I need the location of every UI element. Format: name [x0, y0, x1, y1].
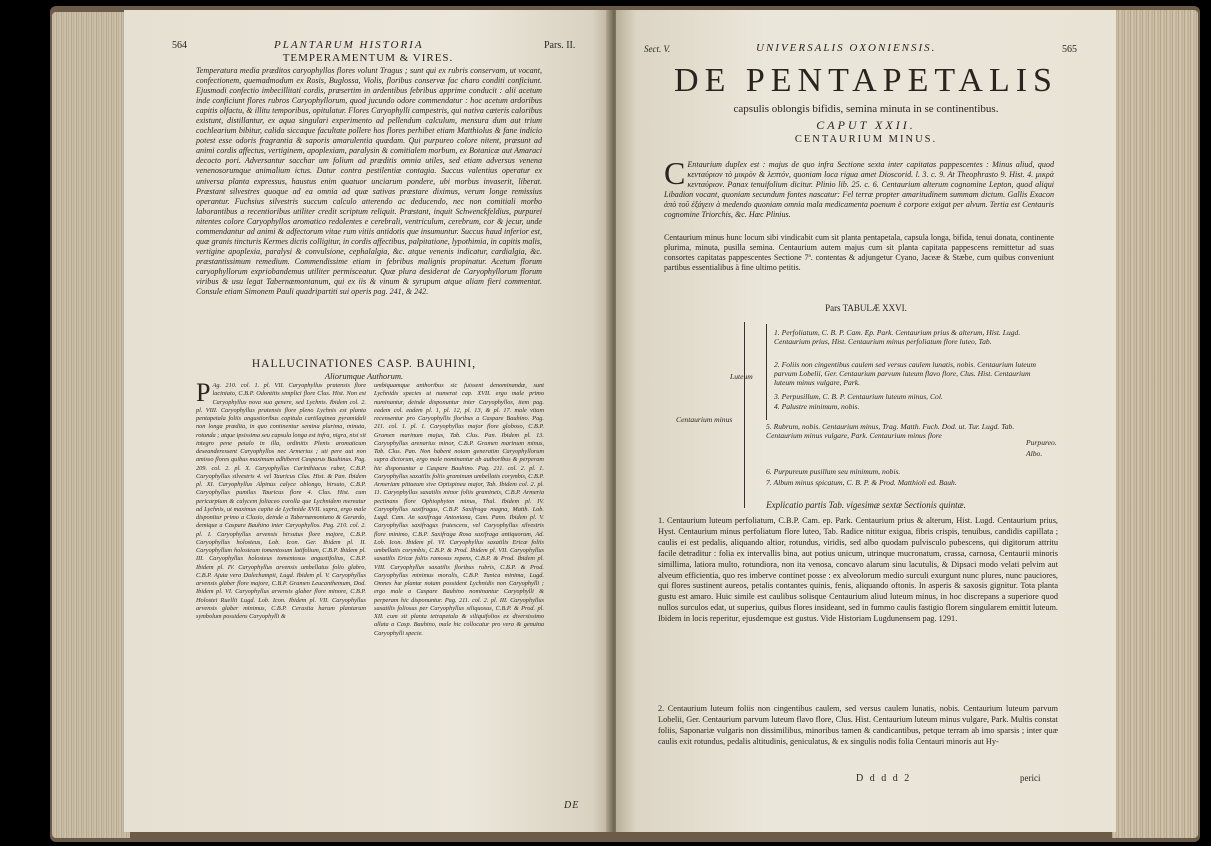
chapter-title: CENTAURIUM MINUS.: [794, 134, 938, 145]
right-page: [616, 10, 1116, 832]
column-1-text: Ag. 210. col. 1. pl. VII. Caryophyllus pratensis flore laciniato, C.B.P. Odontitis simplici flore Clus. Hist. Non est Caryophyllus nova sua genere, sed Lychnis. Ibidem col. 2. pl. VIII. Caryophyllus pratensis flore pleno Lychnis est planta pentapetala foliis angustioribus capitula cartilaginea pyramidali non longa prædita, in quo continentur semina plurima, minuta, rotunda ; atque ipsissima seu capsula longa est infra, nigra, nisi sit integro pene petalo in illa, ordinitis Plenis aromaticum deseanderessent Caryophyllos nec Armerius ; uti pere aut non amisso flores quibus maximum adhiberet Casparus Bauhinus. Pag. 209. col. 2. pl. X. Caryophyllus Carinthiacus ruber, C.B.P. Caryophyllus silvestris 4. vel Tauricus Clus. Hist. & Pan. Ibidem pl. XI. Caryophyllus Alpinus calyce oblongo, hirsuto, C.B.P. Caryophyllus pumilus Tauricus flore 4. Clus. Hist. cum pericarpium & calycem foliaceo corolla que Lychnidem mereatur ad Lychnis, ut maximus capite de Lychnide XVII. supra, ergo male disponitur primo a Clusio, deinde a Tabernæmontano & Gerardo, demique a Caspare Bauhino inter Caryophyllos. Pag. 210. col. 2. pl. I. Caryophyllus arvensis hirsutus flore majore, C.B.P. Caryophyllus holosteus, Lob. Icon. Ger. Ibidem pl. II. Caryophyllum holosteum tomentosum latifolium, C.B.P. Ibidem pl. III. Caryophyllus holosteus tomentosus angustifolius, C.B.P. Ibidem pl. IV. Caryophyllus arvensis umbellatus folio glabro, C.B.P. Ajuta vera Dalechampii, Lugd. Ibidem pl. V. Caryophyllus arvensis glaber flore majore, C.B.P. Gramen Leucanthemum, Dod. Ibidem pl. VI. Caryophyllus arvensis glaber flore minore, C.B.P. Holostei Ruellii Lugd. Lob. Icon. Ibidem pl. VII. Caryophyllus arvensis glaber minimus, C.B.P. Cerastia harum plantarum symbolum possidens Caryophylli &: [196, 382, 366, 620]
body-paragraph-2: 2. Centaurium luteum foliis non cingentibus caulem, sed versus caulem lunatis, nobis. Centaurium luteum parvum Lobelii, Ger. Centaurium parvum luteum flavo flore, Clus. Hist. Centaurium luteum minus vulgare, Park. Multis constat foliis, Saponariæ vulgaris non dissimilibus, minoribus tamen & candicantibus, petque terram ab imo sparsis ; inter quæ caulis exit rotundus, pedalis altitudinis, geniculatus, & ex singulis nodis folia Centauri minoris aut Hy-: [658, 704, 1058, 746]
left-page: [124, 10, 612, 832]
tree-branch-luteum: Luteum: [730, 372, 753, 381]
definition-text: Centaurium minus hunc locum sibi vindicabit cum sit planta pentapetala, capsula longa, bifida, tenui donata, continente plurima, minuta, pusilla semina. Centaurium autem majus cum sit planta capitata pappescens remittetur ad suas consortes capitatas pappescentes Sectione 7ª. contentas & adjungetur Cyano, Jaceæ & Stæbe, cum quibus conveniunt partibus essentialibus à fine ultimo petitis.: [664, 233, 1054, 273]
tree-flower-purpureo: Purpureo.: [1026, 438, 1057, 447]
tree-flower-albo: Albo.: [1026, 449, 1043, 458]
right-catchword: perici: [1020, 773, 1041, 783]
intro-body: Entaurium duplex est : majus de quo infra Sectione sexta inter capitatas pappescentes : Minus aliud, quod κενταύριον τὸ μικρὸν & λεπτόν, quoniam loca rigua amet Dioscorid. l. 3. c. 9. At Theophrasto 9. Hist. 4. μικρὰ κενταύριον. Panax tenuifolium dicitur. Plinio lib. 25. c. 6. Centaurium alterum cognomine Lepton, quod aliqui Libadion vocant, quoniam secundum fontes nascatur: Fel terræ propter amaritudinem summam dictum. Gallis Exacon ἀπὸ τοῦ ἐξάγειν à medendo quoniam omnia mala medicamenta poenum è corpore exigat per alvum. Tertia est Centauris cognomine Triorchis, &c. Hæc Plinius.: [664, 160, 1054, 220]
tree-item-7: 7. Album minus spicatum, C. B. P. & Prod. Matthioli ed. Bauh.: [766, 478, 957, 487]
right-page-number: 565: [1062, 44, 1077, 55]
subtitle: capsulis oblongis bifidis, semina minuta in se continentibus.: [733, 103, 999, 115]
dropcap-p: P: [196, 378, 211, 407]
page-edges-left: [52, 12, 130, 838]
intro-text: [664, 155, 1054, 230]
left-running-head: PLANTARUM HISTORIA: [274, 39, 424, 51]
hallucinationes-column-2: umbiquamque anthoribus sic fuissent denominandæ, sunt Lychnidis species ut numerat cap. XVII. ergo male primo numinantur, deinde disponuntur inter Caryophyllos, item pag. eadem col. eadem pl. 1, pl. 12, pl. 13, & pl. 17. male vitam recensentur pro Caryophyllis floribus a Caspare Bauhino. Pag. 211. col. 1. pl. 1. Caryophyllus major flore globoso, C.B.P. Gramen marinum majus, Tab. Clus. Pan. Ibidem pl. 13. Caryophyllus arenarius minor, C.B.P. Gramen marinum minus, Tab. Clus. Pan. Non habent notam generatim Caryophyllorum supra dictorum, ergo male nominantur ab authoribus & perperam hic disponuntur a Caspare Bauhino. Pag. 211. col. 2. pl. 1. Caryophyllus saxatilis foliis graminum umbellatis corymbis, C.B.P. Armeriam pittaeum sive Optispinea major, Tab. Ibidem col. 2. pl. 11. Caryophyllus saxatilis minor foliis gramineis, C.B.P. Armeria pectinans flore Ophiophyton minus, Thal. Ibidem pl. IV. Caryophyllus saxifragus, C.B.P. Saxifraga magna, Matth. Lob. Lugd. Cam. An saxifraga Antoniana, Cam. Pann. Ibidem pl. V. Caryophyllus saxifragus frutescens, vel Caryophyllus silvestris flore minimo, C.B.P. Saxifraga Rosa saxifraga antiquorum, Ad. Lob. Icon. Ibidem pl. VI. Caryophyllus saxatilis Ericæ foliis umbellatis corymbis, C.B.P. & Prod. Ibidem pl. VII. Caryophyllus saxatilis Ericæ foliis ramosus repens, C.B.P. & Prod. Ibidem pl. VIII. Caryophyllus saxatilis floribus rubris, C.B.P. & Prod. Caryophyllus minimus moralis, C.B.P. Tunica minima, Lugd. Omnes hæ plantæ notam possident Lychnidis non Caryophylli ; ergo male a Caspare Bauhino nominantur Caryophylli & perperam hic disponuntur. Pag. 211. col. 2. pl. III. Caryophyllus saxatilis foliosus per Caryophyllus siliquosus, C.B.P. & Prod. pl. XII. cum sit planta tetrapetala & siliquifolios ex diversissimo allata a Casp. Bauhino, male hic collocatur pro vera & genuina Caryophylli specie.: [374, 382, 544, 637]
tree-item-6: 6. Purpureum pusillum seu minimum, nobis.: [766, 467, 901, 476]
hallucinationes-title: HALLUCINATIONES CASP. BAUHINI,: [251, 358, 477, 370]
root-brace: [744, 322, 745, 508]
tree-item-2: 2. Foliis non cingentibus caulem sed versus caulem lunatis, nobis. Centaurium luteum parvum Lobelii, Ger. Centaurium parvum luteum flavo flore, Clus. Hist. Centaurium luteum minus vulgare, Park.: [774, 360, 1036, 388]
hallucinationes-subtitle: Aliorumque Authorum.: [324, 371, 404, 381]
explicatio-heading: Explicatio partis Tab. vigesimæ sextæ Sectionis quintæ.: [766, 500, 966, 510]
main-title: DE PENTAPETALIS: [674, 62, 1058, 99]
page-edges-right: [1112, 10, 1198, 838]
tree-item-5: 5. Rubrum, nobis. Centaurium minus, Trag. Matth. Fuch. Dod. ut. Tur. Lugd. Tab. Centaurium minus vulgare, Park. Centaurium minus flore: [766, 422, 1015, 441]
left-page-number: 564: [172, 40, 187, 51]
body-paragraph-1: 1. Centaurium luteum perfoliatum, C.B.P. Cam. ep. Park. Centaurium prius & alterum, Hist. Lugd. Centaurium prius, Hyst. Centaurium minus perfoliatum flore luteo, Tab. Radice nititur exigua, fibris crispis, tenuibus, candidis capillata ; caulis ei est pedalis, aliquando altior, rotundus, viridis, sed albo quodam pulvisculo pubescens, qui digitorum attritu facile detraditur : folia ex intervallis bina, aut potius unicum, utrinque mucronatum, crassa, carnosa, Centaurii minoris simillima, latiora multo, rotundiora, non ita venosa, concavo alarum sinu lacutulis, & Dipsaci modo velati pelvim aut alveum efficientia, quo res imberve continet posse : ex alveolorum medio surculi exurgunt nunc plures, nunc pauciores, qui flores sustinent aureos, petalis contantes quinis, fenis, aliquando oftonis. In asperis & saxosis gignitur. Tota planta gustu est amaro. Huic simile est caulibus solisque Centaurium aliud luteum minus, in hoc discrepans a superiore quod nullos surculos edat, ut superius, quibus flores insideant, sed in fummo caulis fastigio florem singularem emittit luteum. Ibidem in locis reperitur, ejusdemque est gustus. Vide Historiam Lugdunensem pag. 1291.: [658, 516, 1058, 624]
dropcap-c: C: [664, 155, 686, 191]
caput-heading: CAPUT XXII.: [816, 118, 916, 132]
table-caption: Pars TABULÆ XXVI.: [825, 303, 907, 313]
temperamentum-text: Temperatura media præditos caryophyllos flores volunt Tragus ; sunt qui ex rubris conservam, ut vocant, confectionem, quemadmodum ex Rosis, Buglossa, Violis, floribus conservæ fac charo conditi conficiunt. Ejusmodi confectio imbecillitati cordis, præsertim in ardentibus febribus apprime conducit : alii acetum inde conficiunt flores rubros Caryophyllorum, quod jucundo odore commendatur : hoc acetum ardoribus capitis olfactu, & illitu temporibus, opitulatur. Flores Caryophylli campestris, qui nativa cæteris caloribus existunt, distillantur, ex aqua singulari experimento ad pellendum calculum, mensura dum aut trium cochlearium bibitur, calida siccaque facultate pollere hos flores perhibet etiam Matthiolus & fane indicio potest esse odoris fragrantia & saporis amarulentia quædam. Qui purpureo colore nitent, præsunt ad animi cordis affectus, vertiginem, apoplexiam, paralysin & comitialem morbum, ex Botanicæ aut Amaraci decocto pori. Adversantur sacchar um folium ad præditis omnia utiles, sed etiam adversus venena venenosorumque animalium ictus. Datur contra pestilentiæ contagia. Succus valentius operatur ex universa planta expressus, haustus enim quatuor unciarum pondere, ubi morbus invaserit, liberat. Præstant silvestres quoque ad ea omnia ad quæ sativas præstare diximus, verum longe remissius operantur. Fuchsius silvestris succum calculo atterendo ac deducendo, nec non comitiali morbo laborantibus a recentioribus utiliter credit scriptum reliquit. Præstant, inquit Schwenckfeldius, purpurei nitentes colore Caryophyllos aromatico redolentes e cerebrali, ventriculum, cerebrum, cor & jecur, unde commendantur ad animi & adfectorum vitae rum vitiis antidotis que insumuntur. Succus haud inferior est, quæ granis tincturis Kermes dictis colligitur, in cordis affectibus, palpitatione, lypothimia, in capitis malis, vertigine apoplexia, paralysi & convulsione, cephalalgia, &c. atque venenis indicatur, cardialgia, &c. præstantissimum remedium. Commendissime etiam in febribus malignis propinatur. Acetum florum caryophyllorum expriobandemus utiliter permisceatur. Quæ plura desiderat de Caryophyllorum florum viribus & usu legat Tabernæmontanum, qui ex iis & vinum & syrupum atque aliam fieri commentat. Consule etiam Simonem Pauli quadripartiti sui operis pag. 241, & 242.: [196, 66, 542, 297]
right-section-label: Sect. V.: [644, 44, 671, 54]
left-part-label: Pars. II.: [544, 40, 576, 51]
right-running-head: UNIVERSALIS OXONIENSIS.: [756, 42, 937, 54]
tree-item-3: 3. Perpusillum, C. B. P. Centaurium luteum minus, Col.: [774, 392, 943, 401]
signature-mark: D d d d 2: [856, 773, 912, 784]
section-title: TEMPERAMENTUM & VIRES.: [282, 52, 454, 64]
tree-item-4: 4. Palustre minimum, nobis.: [774, 402, 860, 411]
left-catchword: DE: [564, 800, 580, 811]
tree-item-1: 1. Perfoliatum, C. B. P. Cam. Ep. Park. Centaurium prius & alterum, Hist. Lugd. Centaurium prius, Hist. Centaurium minus perfoliatum flore luteo, Tab.: [774, 328, 1021, 347]
hallucinationes-column-1: [196, 378, 366, 794]
luteum-brace: [766, 324, 767, 420]
tree-root: Centaurium minus: [676, 415, 733, 424]
